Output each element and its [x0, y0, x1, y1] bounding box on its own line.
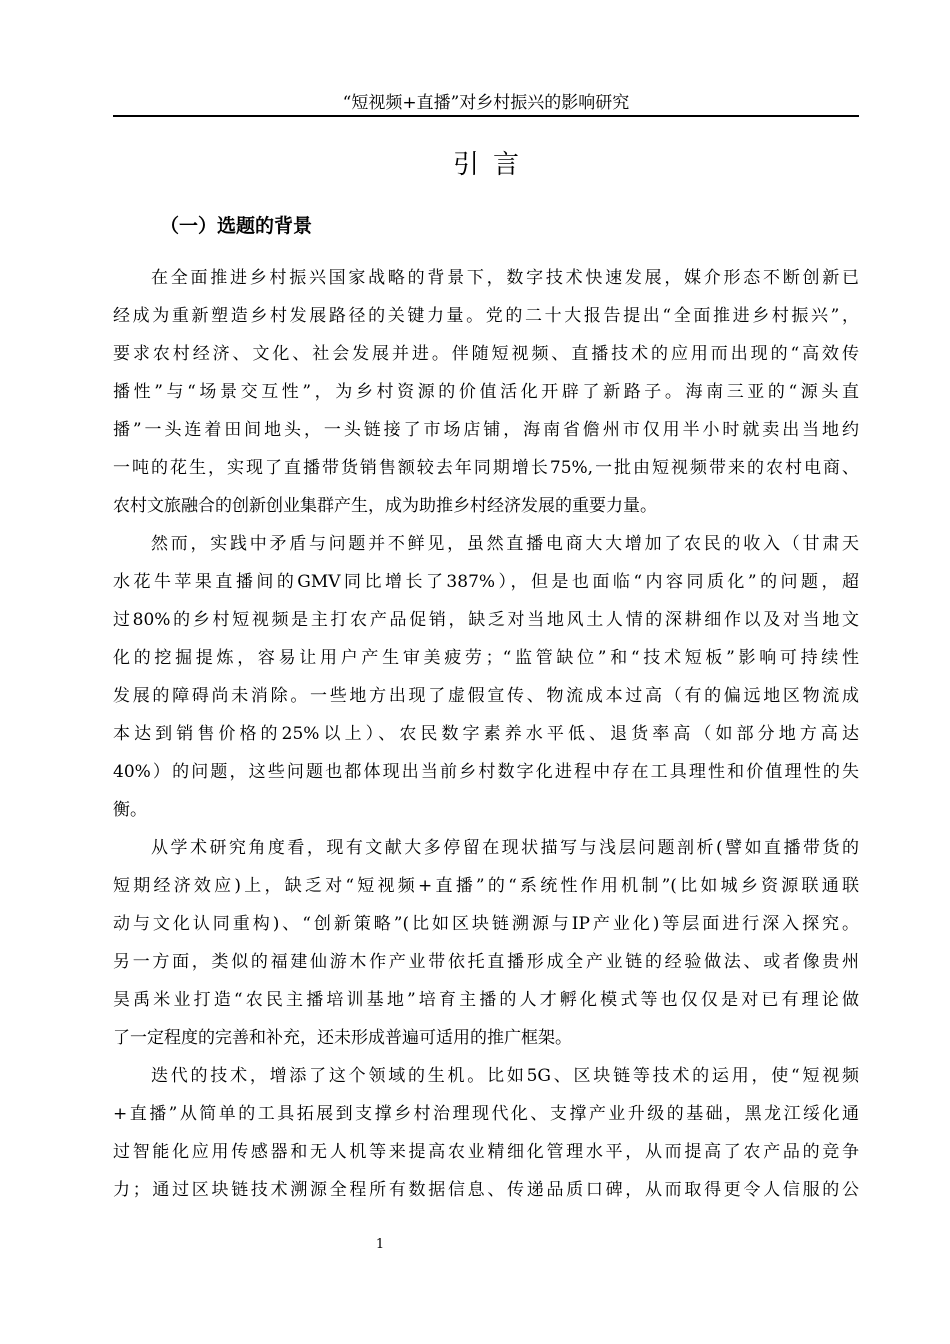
body-line: 一吨的花生，实现了直播带货销售额较去年同期增长75%,一批由短视频带来的农村电商、: [113, 458, 859, 478]
body-line: 本达到销售价格的25%以上）、农民数字素养水平低、退货率高（如部分地方高达: [113, 724, 859, 744]
body-line: 40%）的问题，这些问题也都体现出当前乡村数字化进程中存在工具理性和价值理性的失: [113, 762, 859, 782]
body-line: 另一方面，类似的福建仙游木作产业带依托直播形成全产业链的经验做法、或者像贵州: [113, 952, 859, 972]
body-line: 农村文旅融合的创新创业集群产生，成为助推乡村经济发展的重要力量。: [113, 496, 657, 516]
body-text: [113, 259, 859, 1209]
body-line: 力；通过区块链技术溯源全程所有数据信息、传递品质口碑，从而取得更令人信服的公: [113, 1180, 859, 1200]
body-line: 播”一头连着田间地头，一头链接了市场店铺，海南省儋州市仅用半小时就卖出当地约: [113, 420, 859, 440]
body-line: 衡。: [113, 800, 147, 820]
section-heading: （一）选题的背景: [160, 215, 313, 237]
header-rule: [113, 115, 859, 117]
body-line: 动与文化认同重构)、“创新策略”(比如区块链溯源与IP产业化)等层面进行深入探究。: [113, 914, 859, 934]
page-number: 1: [375, 1237, 385, 1252]
body-line: 过智能化应用传感器和无人机等来提高农业精细化管理水平，从而提高了农产品的竞争: [113, 1142, 859, 1162]
body-line: 从学术研究角度看，现有文献大多停留在现状描写与浅层问题剖析(譬如直播带货的: [151, 838, 859, 858]
body-line: 短期经济效应)上，缺乏对“短视频+直播”的“系统性作用机制”(比如城乡资源联通联: [113, 876, 859, 896]
body-line: 要求农村经济、文化、社会发展并进。伴随短视频、直播技术的应用而出现的“高效传: [113, 344, 859, 364]
running-header: “短视频+直播”对乡村振兴的影响研究: [342, 93, 630, 113]
body-line: 水花牛苹果直播间的GMV同比增长了387%），但是也面临“内容同质化”的问题，超: [113, 572, 859, 592]
body-line: 播性”与“场景交互性”，为乡村资源的价值活化开辟了新路子。海南三亚的“源头直: [113, 382, 859, 402]
chapter-title: 引言: [452, 150, 533, 180]
body-line: 经成为重新塑造乡村发展路径的关键力量。党的二十大报告提出“全面推进乡村振兴”，: [113, 306, 859, 326]
body-line: 然而，实践中矛盾与问题并不鲜见，虽然直播电商大大增加了农民的收入（甘肃天: [151, 534, 859, 554]
body-line: 迭代的技术，增添了这个领域的生机。比如5G、区块链等技术的运用，使“短视频: [151, 1066, 859, 1086]
body-line: 过80%的乡村短视频是主打农产品促销，缺乏对当地风土人情的深耕细作以及对当地文: [113, 610, 859, 630]
body-line: 了一定程度的完善和补充，还未形成普遍可适用的推广框架。: [113, 1028, 572, 1048]
body-line: 昊禹米业打造“农民主播培训基地”培育主播的人才孵化模式等也仅仅是对已有理论做: [113, 990, 859, 1010]
body-line: 化的挖掘提炼，容易让用户产生审美疲劳；“监管缺位”和“技术短板”影响可持续性: [113, 648, 859, 668]
body-line: +直播”从简单的工具拓展到支撑乡村治理现代化、支撑产业升级的基础，黑龙江绥化通: [113, 1104, 859, 1124]
body-line: 在全面推进乡村振兴国家战略的背景下，数字技术快速发展，媒介形态不断创新已: [151, 268, 859, 288]
body-line: 发展的障碍尚未消除。一些地方出现了虚假宣传、物流成本过高（有的偏远地区物流成: [113, 686, 859, 706]
